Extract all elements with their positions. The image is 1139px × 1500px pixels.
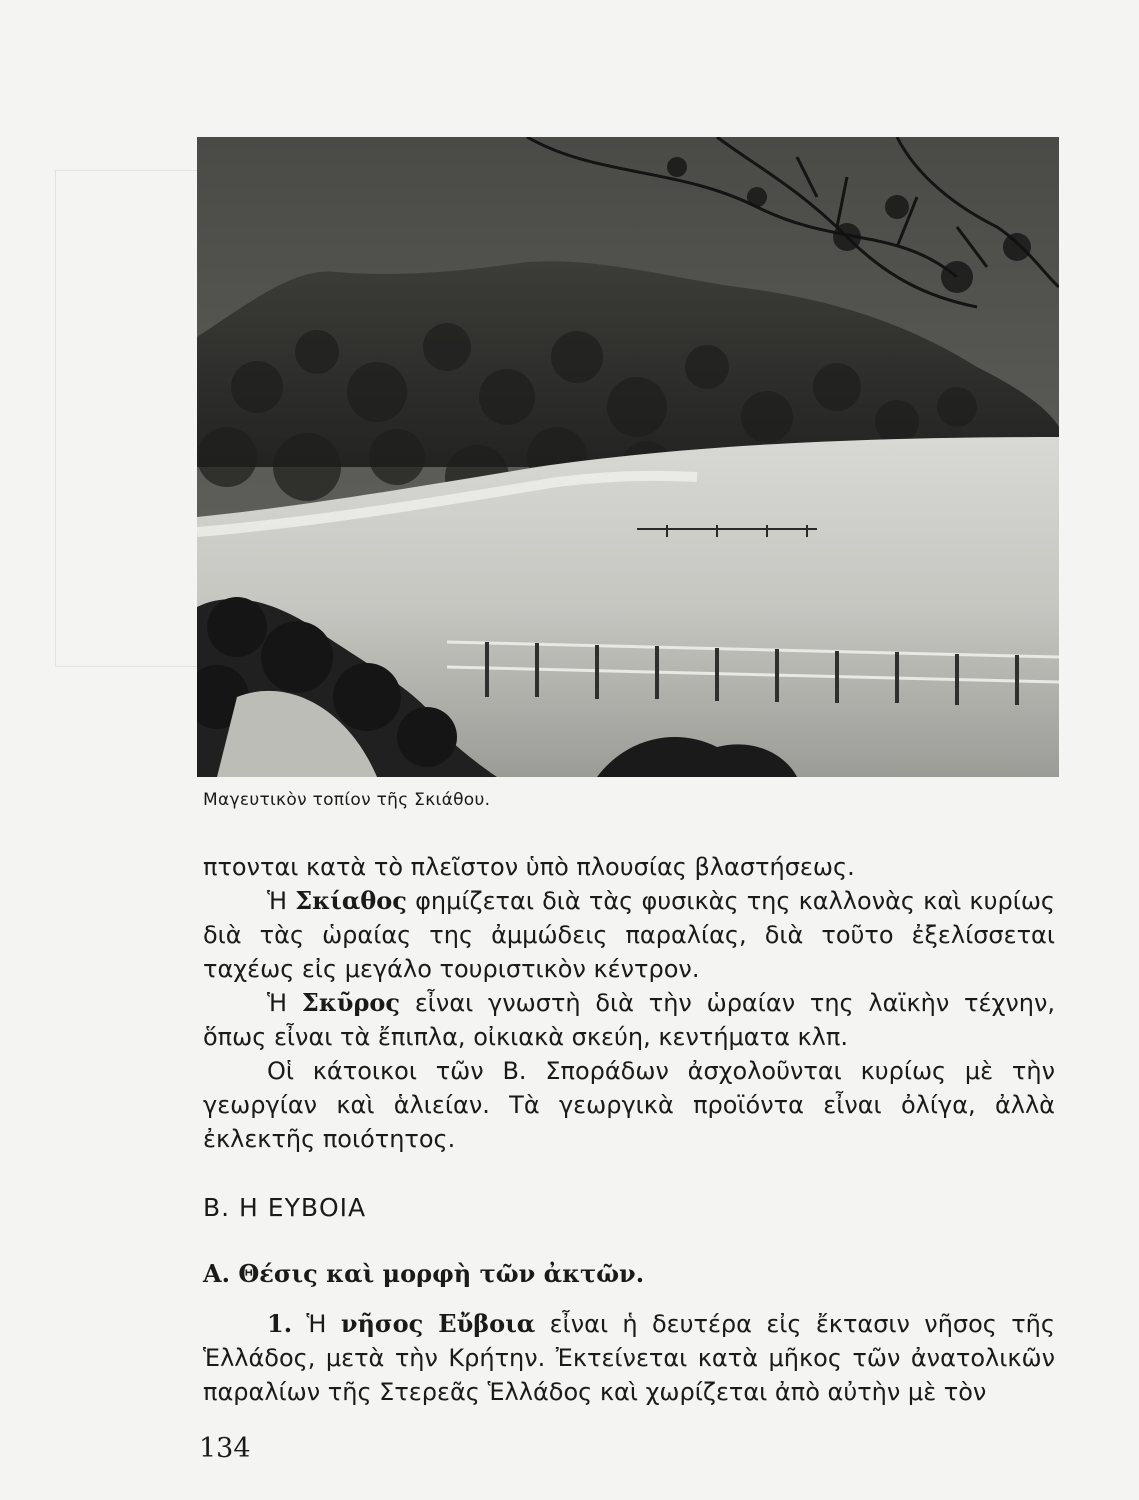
article-prefix: Ἡ bbox=[306, 1310, 327, 1338]
paragraph-skiathos bbox=[203, 884, 1055, 986]
paragraph-text: φημίζεται διὰ τὰς φυσικὰς της καλλονὰς καὶ κυρίως διὰ τὰς ὡραίας της ἀμμώδεις παραλίας, διὰ τοῦτο ἐξελίσσεται ταχέως εἰς μεγάλο τουριστικὸν κέντρον. bbox=[203, 887, 1056, 983]
section-heading: Β. Η ΕΥΒΟΙΑ bbox=[203, 1193, 367, 1222]
subsection-heading: Α. Θέσις καὶ μορφὴ τῶν ἀκτῶν. bbox=[203, 1259, 645, 1288]
paragraph-text: Οἱ κάτοικοι τῶν Β. Σποράδων ἀσχολοῦνται κυρίως μὲ τὴν γεωργίαν καὶ ἁλιείαν. Τὰ γεωργικὰ προϊόντα εἶναι ὀλίγα, ἀλλὰ ἐκλεκτῆς ποιότητος. bbox=[203, 1057, 1055, 1153]
paragraph-text: πτονται κατὰ τὸ πλεῖστον ὑπὸ πλουσίας βλαστήσεως. bbox=[203, 853, 855, 881]
landscape-illustration bbox=[197, 137, 1059, 777]
page-number: 134 bbox=[199, 1433, 251, 1464]
bleed-through-frame bbox=[55, 170, 207, 667]
paragraph-text: εἶναι γνωστὴ διὰ τὴν ὡραίαν της λαϊκὴν τέχνην, ὅπως εἶναι τὰ ἔπιπλα, οἰκιακὰ σκεύη, κεντήματα κλπ. bbox=[203, 989, 1055, 1051]
paragraph-inhabitants bbox=[203, 1054, 1055, 1156]
term-euboea: νῆσος Εὔβοια bbox=[340, 1309, 536, 1338]
paragraph-text: εἶναι ἡ δευτέρα εἰς ἔκτασιν νῆσος τῆς Ἑλλάδος, μετὰ τὴν Κρήτην. Ἐκτείνεται κατὰ μῆκος τῶν ἀνατολικῶν παραλίων τῆς Στερεᾶς Ἑλλάδος καὶ χωρίζεται ἀπὸ αὐτὴν μὲ τὸν bbox=[203, 1310, 1055, 1406]
skiathos-photo bbox=[197, 137, 1059, 777]
article-prefix: Ἡ bbox=[267, 887, 288, 915]
paragraph-number: 1. bbox=[267, 1309, 293, 1338]
paragraph-skyros bbox=[203, 986, 1055, 1054]
paragraph-continuation bbox=[203, 850, 1055, 884]
term-skyros: Σκῦρος bbox=[301, 988, 401, 1017]
photo-caption: Μαγευτικὸν τοπίον τῆς Σκιάθου. bbox=[203, 790, 491, 810]
term-skiathos: Σκίαθος bbox=[295, 886, 407, 915]
paragraph-euboea bbox=[203, 1307, 1055, 1409]
article-prefix: Ἡ bbox=[267, 989, 288, 1017]
